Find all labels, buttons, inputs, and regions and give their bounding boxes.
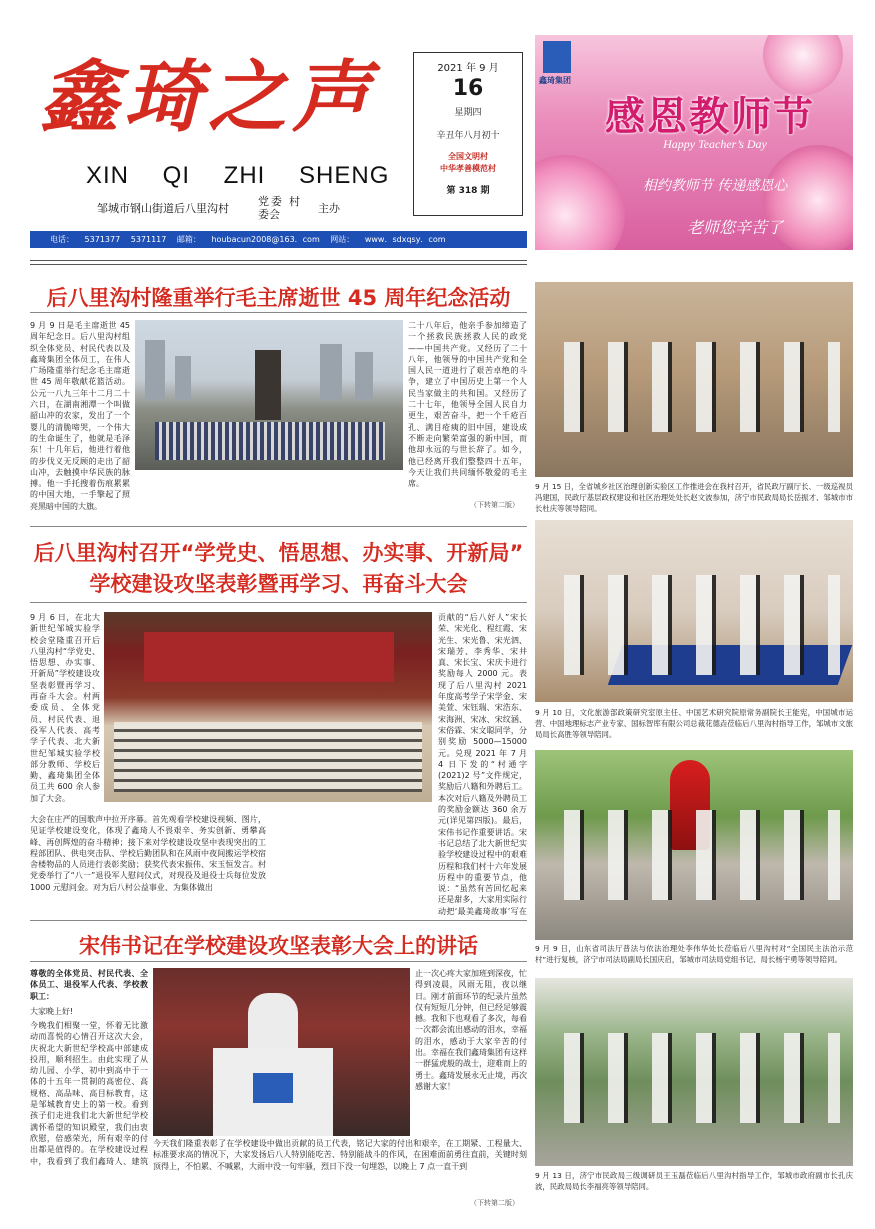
host-area: 邹城市钢山街道后八里沟村 [97,202,229,215]
side-photo-4 [535,978,853,1166]
speech-salutation: 尊敬的全体党员、村民代表、全体员工、退役军人代表、学校教职工： [30,969,148,1001]
web-address[interactable]: www．sdxqsy．com [364,235,446,244]
article2-middle-text [30,814,266,916]
building-shape [145,340,165,400]
article3-bottom-text [153,1138,527,1194]
date-day: 16 [452,76,484,101]
article2-middle-body: 大会在庄严的国歌声中拉开序幕。首先观看学校建设视频、图片，见证学校建设变化，体现了鑫琦人不畏艰辛、务实创新、勇攀高峰、再创辉煌的奋斗精神；接下来对学校建设攻坚中表现突出的工程部团队、供电突击队、学校后勤团队和在风雨中夜间搬运学校宿舍楼物品的人员进行表彰奖励；获奖代表宋振伟、宋玉恒发言。村党委举行了“八一”退役军人慰问仪式，对现役及退役士兵每位发放 1000 元慰问金。对为后八村公益事业、为集体做出 [30,815,266,892]
people-shape [550,342,840,432]
article2-right-text [270,612,527,916]
divider [30,260,527,261]
issue-number: 第 318 期 [446,186,490,196]
article3-bottom-body: 今天我们隆重表彰了在学校建设中做出贡献的员工代表，铭记大家的付出和艰辛，在工期紧、工程量大、标准要求高的情况下，大家发扬后八人特别能吃苦、特别能战斗的作风，在困难面前勇往直前，关键时刻顶得上，不怕累、不喊累，大雨中没一句牢骚，烈日下没一句埋怨，以晚上 7 点一直干到 [153,1139,527,1171]
article1-left-body: 9 月 9 日是毛主席逝世 45 周年纪念日。后八里沟村组织全体党员、村民代表以及鑫琦集团全体员工，在伟人广场隆重举行纪念毛主席逝世 45 周年敬献花篮活动。公元一八九三年十二月二十六日，在湖南湘潭一个叫做韶山冲的农家，发出了一个婴儿的清脆啼哭，一个伟大的生命诞生了，他就是毛泽东！十几年后，他进行着他的步伐义无反顾的走出了韶山冲，去触摸中华民族的脉搏。他一手托搜着伤痕累累的中国大地，一手擎起了照亮黑暗中国的大旗。 [30,321,130,511]
article1-headline: 后八里沟村隆重举行毛主席逝世 45 周年纪念活动 [46,286,511,310]
company-logo-icon [253,1073,293,1103]
crowd-shape [155,422,385,460]
article1-right-text [408,320,527,496]
host-role: 主办 [318,202,340,215]
building-shape [175,356,191,400]
date-box [413,52,523,216]
email-address[interactable]: houbacun2008@163．com [211,235,320,244]
date-year-month: 2021 年 9 月 [437,63,499,74]
article2-headline-line1: 后八里沟村召开“学党史、悟思想、办实事、开新局” [33,541,524,565]
teachers-day-ad [535,35,853,250]
date-weekday: 星期四 [454,108,482,118]
side-photo-3 [535,750,853,940]
article3-right-text [415,968,527,1136]
ad-company-name: 鑫琦集团 [539,76,571,85]
ad-title: 感恩教师节 [605,93,815,140]
speech-greeting: 大家晚上好! [30,1007,74,1016]
caption-4: 9 月 13 日，济宁市民政局三级调研员王玉磊莅临后八里沟村指导工作，邹城市政府副市长孔庆波，民政局局长李福亮等领导陪同。 [535,1171,853,1191]
masthead-logo [40,38,405,158]
people-shape [550,575,840,675]
statue-shape [255,350,281,420]
divider [30,602,527,603]
email-label: 邮箱： [176,235,201,244]
article3-continued: （下转第二版） [470,1199,519,1207]
company-logo-icon [543,41,571,73]
logo-text: 鑫琦之声 [40,52,377,143]
article1-continued: （下转第二版） [470,501,519,509]
article3-left-body: 今晚我们相聚一堂，怀着无比激动而喜悦的心情召开这次大会，庆祝北大新世纪学校高中部建成投用，顺利招生。由此实现了从幼儿园、小学、初中到高中于一体的十五年一贯制的高密位、高规格、高品味、高目标教育，这是邹城教育史上的第一校。看到孩子们走进我们北大新世纪学校满怀希望的知识殿堂，我们由衷欣慰，倍感荣光，所有艰辛的付出都是值得的。在学校建设过程中，我看到了我们鑫琦人、建筑 [30,1021,148,1166]
ad-slogan: 相约教师节 传递感恩心 [642,178,788,194]
phone-2: 5371117 [130,235,167,244]
article2-left-body: 9 月 6 日，在北大新世纪邹城实验学校会堂隆重召开后八里沟村“学党史、悟思想、办实事、开新局”学校建设攻坚表彰暨再学习、再奋斗大会。村两委成员、全体党员、村民代表、退役军人代表、高考学子代表、北大新世纪邹城实验学校部分教师、学校后勤、鑫琦集团全体员工共 600 余人参加了大会。 [30,613,100,803]
ad-english-title: Happy Teacher’s Day [663,137,767,151]
ad-thanks: 老师您辛苦了 [686,218,783,237]
building-shape [355,352,373,400]
honor-title-1: 全国文明村 [448,152,488,161]
article2-left-text [30,612,100,812]
article2-headline-line2: 学校建设攻坚表彰暨再学习、再奋斗大会 [89,572,468,596]
contact-bar [30,231,527,248]
masthead-pinyin: XIN QI ZHI SHENG [86,162,390,189]
caption-2: 9 月 10 日，文化旅游部政策研究室原主任、中国艺术研究院原常务副院长王能宪，中国城市运营、中国地理标志产业专家、国标智库有限公司总裁花德垚莅临后八里沟村指导工作，邹城市文旅局局长高胜等领导陪同。 [535,708,853,739]
side-photo-1 [535,282,853,477]
flower-decoration [535,155,625,250]
caption-1: 9 月 15 日，全省城乡社区治理创新实验区工作推进会在我村召开，省民政厅副厅长、一级巡视员冯建国，民政厅基层政权建设和社区治理处处长赵文波参加，济宁市民政局局长岳振才、邹城市市长杜庆等领导陪同。 [535,482,853,513]
divider [30,920,527,921]
people-shape [550,810,840,900]
divider [30,961,527,962]
article1-right-body: 二十八年后，他亲手参加缔造了一个拯救民族拯救人民的政党——中国共产党。又经历了二十八年，他领导的中国共产党和全国人民一道进行了艰苦卓绝的斗争，建立了中国历史上第一个人民当家做主的共和国。又经历了二十七年，他领导全国人民自力更生，艰苦奋斗，把一个千疮百孔、满目疮痍的旧中国，建设成不断走向繁荣富强的新中国，而他却永远的与世长辞了。如今，他已经离开我们整整四十五年，今天让我们共同缅怀敬爱的毛主席。 [408,321,527,489]
people-shape [550,1033,840,1123]
web-label: 网站： [330,235,355,244]
caption-3: 9 月 9 日，山东省司法厅普法与依法治理处李伟华处长莅临后八里沟村对“全国民主法治示范村”进行复核，济宁市司法局副局长国庆启，邹城市司法局党组书记、局长杨宇勇等领导陪同。 [535,944,853,964]
building-shape [320,344,342,400]
article3-right-body: 止一次心疼大家加班到深夜，忙得到凌晨，风雨无阻，夜以继日。刚才前面环节的纪录片虽然仅有短短几分钟，但已经足够震撼。我和下也观看了多次，每看一次都会流出感动的泪水，幸福的泪水，感动于大家辛苦的付出。幸福在我们鑫琦集团有这样一群猛虎般的战士，迎难而上的勇士。鑫琦发展永无止境，再次感谢大家！ [415,969,527,1091]
honor-title-2: 中华孝善模范村 [440,164,496,173]
article3-headline: 宋伟书记在学校建设攻坚表彰大会上的讲话 [79,934,478,958]
phone-1: 5371377 [84,235,121,244]
article2-right-body: 贡献的“后八好人”宋长荣、宋光化、程红霞、宋光生、宋光鲁、宋光泗、宋瑞芳、李秀华、宋井真、宋长宝、宋庆卡进行奖励每人 2000 元。表现了后八里沟村 2021 年度高考学子宋学金、宋美萱、宋钰瑞、宋浩东、宋海洲、宋冰、宋纹涵、宋俗霖、宋文聪同学，分别奖励 5000—15000 元。兑现 2021 年 7 月 4 日下发的“村通字(2021)2 号”文件规定，奖励后八籍和外聘后工。本次对后八籍及外聘员工的奖励金额达 360 余万元(详见第四版)。最后，宋伟书记作重要讲话。宋书记总结了北大新世纪实验学校建设过程中的艰难历程和我们村十六年发展历程中的重要节点，他说：“虽然有苦回忆起来还是甜多，大家用实际行动把‘最美鑫琦故事’写在 [438,613,527,916]
date-lunar: 辛丑年八月初十 [436,131,500,141]
phone-label: 电话： [50,235,74,244]
speech-photo [153,968,410,1136]
divider [30,312,527,313]
article1-left-text [30,320,130,538]
host-org: 党委 村委会 [258,195,300,221]
article3-left-text [30,1020,148,1168]
memorial-photo [135,320,403,470]
divider [30,264,527,265]
divider [30,526,527,527]
side-photo-2 [535,520,853,702]
